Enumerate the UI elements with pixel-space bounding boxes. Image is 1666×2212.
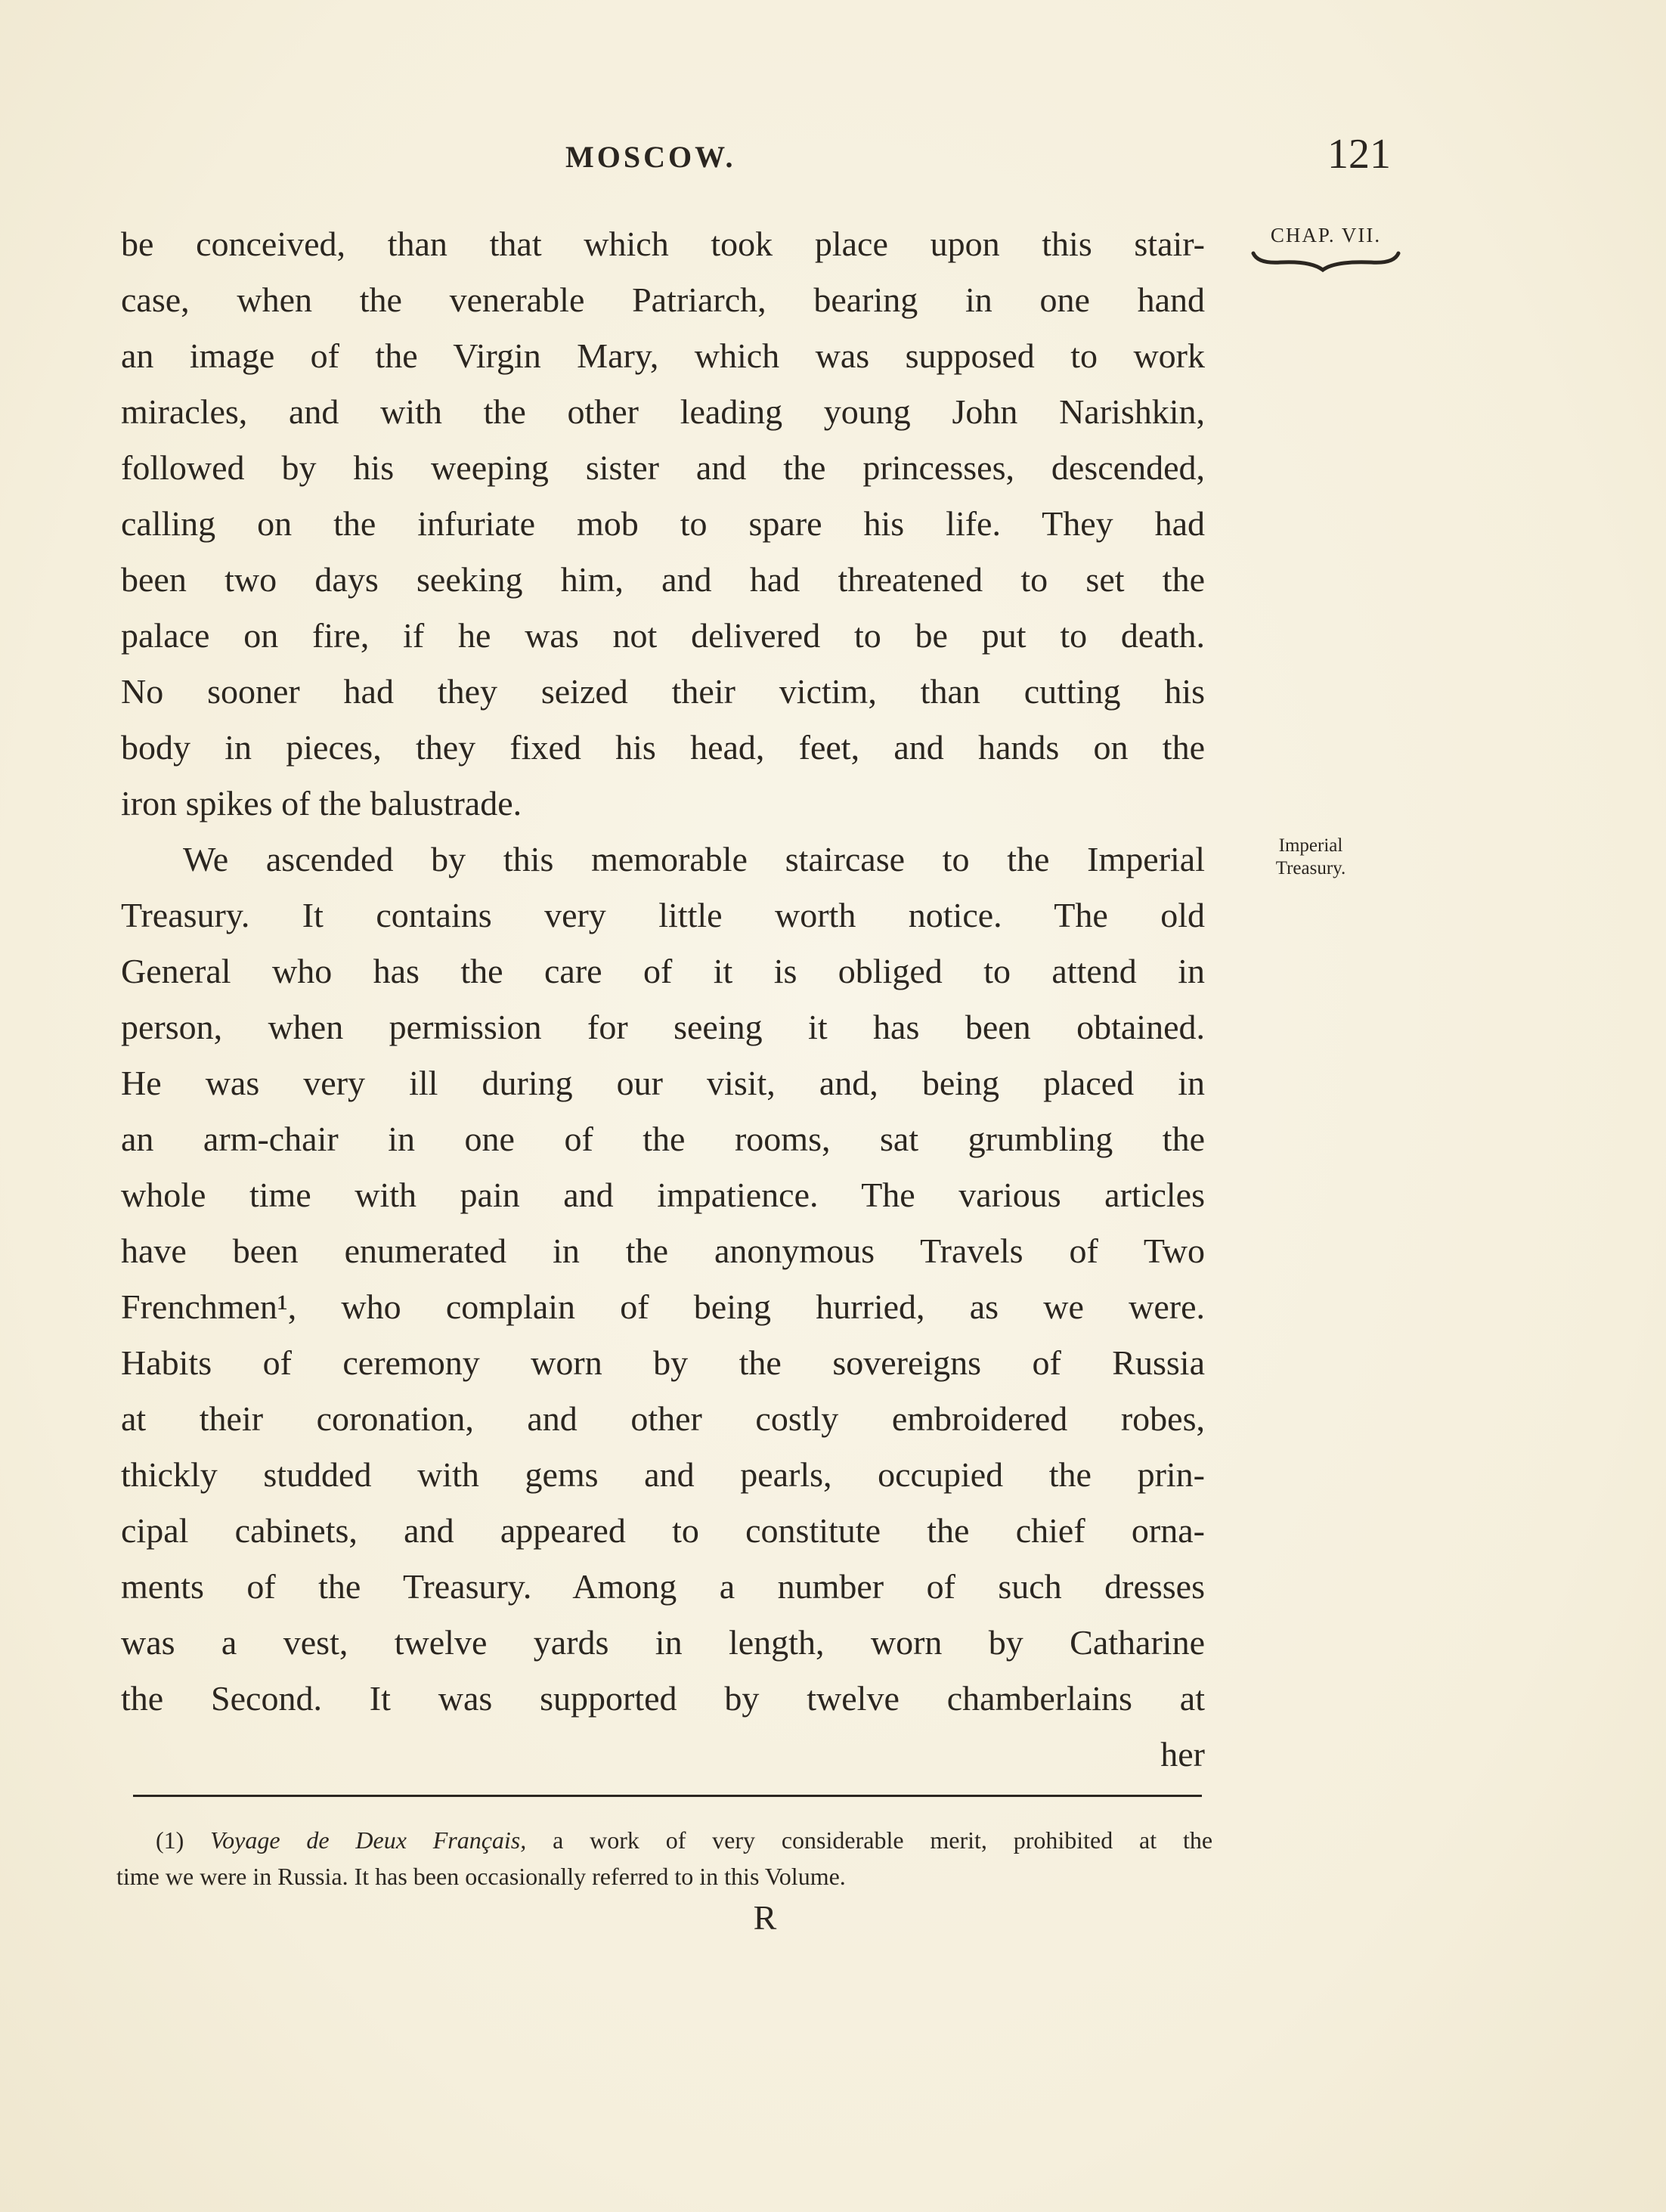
footnote-line-2: time we were in Russia. It has been occasionally referred to in this Volume.	[116, 1863, 846, 1890]
catchword: her	[1160, 1735, 1205, 1774]
text-line: followed by his weeping sister and the princesses, descended,	[121, 448, 1205, 487]
running-head	[0, 131, 1666, 181]
text-line: thickly studded with gems and pearls, occupied the prin-	[121, 1455, 1205, 1494]
text-line: miracles, and with the other leading young John Narishkin,	[121, 392, 1205, 431]
text-line: No sooner had they seized their victim, than cutting his	[121, 672, 1205, 711]
text-line: body in pieces, they fixed his head, feet, and hands on the	[121, 728, 1205, 767]
footnote-rule	[133, 1795, 1202, 1797]
text-line: was a vest, twelve yards in length, worn by Catharine	[121, 1623, 1205, 1662]
text-line: an arm-chair in one of the rooms, sat grumbling the	[121, 1120, 1205, 1158]
text-line: calling on the infuriate mob to spare his life. They had	[121, 504, 1205, 543]
side-note	[1258, 835, 1364, 880]
text-line: whole time with pain and impatience. The various articles	[121, 1176, 1205, 1214]
text-line: at their coronation, and other costly embroidered robes,	[121, 1399, 1205, 1438]
side-note-line-2: Treasury.	[1275, 858, 1346, 878]
text-line: case, when the venerable Patriarch, bearing in one hand	[121, 280, 1205, 319]
text-line: person, when permission for seeing it has been obtained.	[121, 1008, 1205, 1046]
chapter-label: CHAP. VII.	[1270, 224, 1382, 246]
footnote-line-1	[116, 1822, 1212, 1858]
running-title: MOSCOW.	[565, 140, 736, 174]
text-line: He was very ill during our visit, and, being placed in	[121, 1064, 1205, 1102]
text-line: an image of the Virgin Mary, which was supposed to work	[121, 336, 1205, 375]
text-line: Frenchmen¹, who complain of being hurried, as we were.	[121, 1287, 1205, 1326]
footnote-marker: (1)	[156, 1826, 184, 1854]
text-line: Habits of ceremony worn by the sovereigns of Russia	[121, 1343, 1205, 1382]
signature-mark	[0, 1898, 1666, 1938]
side-note-line-1: Imperial	[1278, 835, 1343, 856]
text-line: iron spikes of the balustrade.	[121, 784, 522, 823]
text-line: be conceived, than that which took place upon this stair-	[121, 225, 1205, 263]
signature-letter: R	[753, 1898, 777, 1937]
footnote-title: Voyage de Deux Français,	[210, 1826, 527, 1854]
text-line: have been enumerated in the anonymous Travels of Two	[121, 1231, 1205, 1270]
text-line: ments of the Treasury. Among a number of such dresses	[121, 1567, 1205, 1606]
footnote-text: a work of very considerable merit, prohibited at the	[553, 1826, 1213, 1854]
chapter-margin-note	[1243, 224, 1409, 273]
curly-brace-icon	[1250, 250, 1401, 273]
text-line: Treasury. It contains very little worth notice. The old	[121, 896, 1205, 934]
text-line: General who has the care of it is obliged to attend in	[121, 952, 1205, 990]
text-line: palace on fire, if he was not delivered to be put to death.	[121, 616, 1205, 655]
text-line: cipal cabinets, and appeared to constitute the chief orna-	[121, 1511, 1205, 1550]
body-text	[121, 216, 1205, 1783]
footnote	[116, 1822, 1212, 1894]
text-line: the Second. It was supported by twelve chamberlains at	[121, 1679, 1205, 1718]
text-line: been two days seeking him, and had threatened to set the	[121, 560, 1205, 599]
paragraph-first-line: We ascended by this memorable staircase to the Imperial	[183, 840, 1205, 878]
page-number: 121	[1327, 131, 1391, 178]
